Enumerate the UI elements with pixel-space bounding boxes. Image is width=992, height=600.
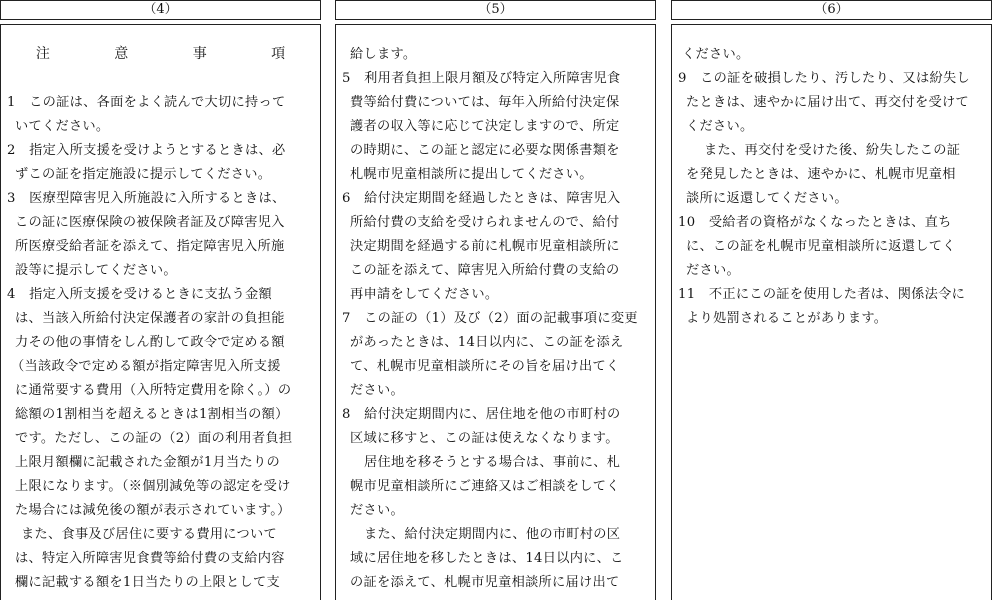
- text-line: ください。: [686, 119, 754, 134]
- text-line: 設等に提示してください。: [15, 263, 177, 278]
- text-line: 決定期間を経過する前に札幌市児童相談所に: [350, 239, 620, 254]
- text-line: たときは、速やかに届け出て、再交付を受けて: [686, 95, 969, 110]
- text-line: 談所に返還してください。: [686, 191, 848, 206]
- text-line: ずこの証を指定施設に提示してください。: [15, 167, 272, 182]
- text-line: この証を添えて、障害児入所給付費の支給の: [350, 263, 620, 278]
- text-line: この証に医療保険の被保険者証及び障害児入: [15, 215, 285, 230]
- text-line: に通常要する費用（入所特定費用を除く。）の: [15, 383, 292, 398]
- text-line: また、食事及び居住に要する費用について: [21, 527, 277, 542]
- text-line: また、再交付を受けた後、紛失したこの証: [704, 143, 961, 158]
- text-line: 10 受給者の資格がなくなったときは、直ち: [678, 215, 952, 230]
- text-line: 総額の1割相当を超えるときは1割相当の額）: [15, 407, 289, 422]
- text-line: 所医療受給者証を添えて、指定障害児入所施: [15, 239, 285, 254]
- section-body: [335, 24, 656, 600]
- text-line: 居住地を移そうとする場合は、事前に、札: [364, 455, 621, 470]
- text-line: 給します。: [350, 47, 417, 62]
- text-line: 区域に移すと、この証は使えなくなります。: [350, 431, 619, 446]
- text-line: ださい。: [350, 383, 404, 398]
- text-line: 護者の収入等に応じて決定しますので、所定: [350, 119, 620, 134]
- text-line: 上限になります。（※個別減免等の認定を受け: [15, 479, 291, 494]
- page-section-5: [335, 0, 656, 598]
- text-line: 6 給付決定期間を経過したときは、障害児入: [342, 191, 621, 206]
- page-section-4: [0, 0, 321, 598]
- text-line: 札幌市児童相談所に提出してください。: [350, 167, 593, 182]
- text-line: 2 指定入所支援を受けようとするときは、必: [7, 143, 286, 158]
- text-line: 4 指定入所支援を受けるときに支払う金額: [7, 287, 272, 302]
- text-line: 力その他の事情をしん酌して政令で定める額: [15, 335, 285, 350]
- section-body: [671, 24, 992, 600]
- section-header: （5）: [335, 0, 656, 20]
- text-line: を発見したときは、速やかに、札幌市児童相: [686, 167, 956, 182]
- text-line: に、この証を札幌市児童相談所に返還してく: [686, 239, 956, 254]
- text-line: 11 不正にこの証を使用した者は、関係法令に: [678, 287, 966, 302]
- text-line: 幌市児童相談所にご連絡又はご相談をしてく: [350, 479, 620, 494]
- text-line: 上限月額欄に記載された金額が1月当たりの: [15, 455, 280, 470]
- page-section-6: [671, 0, 992, 598]
- text-line: ださい。: [350, 503, 404, 518]
- text-line: 7 この証の（1）及び（2）面の記載事項に変更: [342, 311, 638, 326]
- text-line: より処罰されることがあります。: [686, 311, 888, 326]
- text-line: があったときは、14日以内に、この証を添え: [350, 335, 624, 350]
- text-line: 所給付費の支給を受けられませんので、給付: [350, 215, 620, 230]
- text-line: 1 この証は、各面をよく読んで大切に持って: [7, 95, 286, 110]
- text-line: また、給付決定期間内に、他の市町村の区: [364, 527, 621, 542]
- text-line: の証を添えて、札幌市児童相談所に届け出て: [350, 575, 620, 590]
- text-line: いてください。: [15, 119, 110, 134]
- text-line: た場合には減免後の額が表示されています。）: [15, 503, 291, 518]
- section-title: 注 意 事 項: [35, 46, 316, 62]
- section-body: [0, 24, 321, 600]
- section-header: （4）: [0, 0, 321, 20]
- text-line: 再申請をしてください。: [350, 287, 499, 302]
- text-line: 8 給付決定期間内に、居住地を他の市町村の: [342, 407, 621, 422]
- text-line: （当該政令で定める額が指定障害児入所支援: [11, 359, 281, 374]
- text-line: は、特定入所障害児食費等給付費の支給内容: [15, 551, 285, 566]
- section-header: （6）: [671, 0, 992, 20]
- text-line: 欄に記載する額を1日当たりの上限として支: [15, 575, 280, 590]
- text-line: ください。: [682, 47, 750, 62]
- text-line: 費等給付費については、毎年入所給付決定保: [350, 95, 620, 110]
- text-line: 3 医療型障害児入所施設に入所するときは、: [7, 191, 286, 206]
- text-line: は、当該入所給付決定保護者の家計の負担能: [15, 311, 285, 326]
- text-line: です。ただし、この証の（2）面の利用者負担: [15, 431, 293, 446]
- text-line: 9 この証を破損したり、汚したり、又は紛失し: [678, 71, 970, 86]
- text-line: 域に居住地を移したときは、14日以内に、こ: [350, 551, 624, 566]
- text-line: ださい。: [686, 263, 740, 278]
- text-line: 5 利用者負担上限月額及び特定入所障害児食: [342, 71, 621, 86]
- text-line: の時期に、この証と認定に必要な関係書類を: [350, 143, 620, 158]
- text-line: て、札幌市児童相談所にその旨を届け出てく: [350, 359, 620, 374]
